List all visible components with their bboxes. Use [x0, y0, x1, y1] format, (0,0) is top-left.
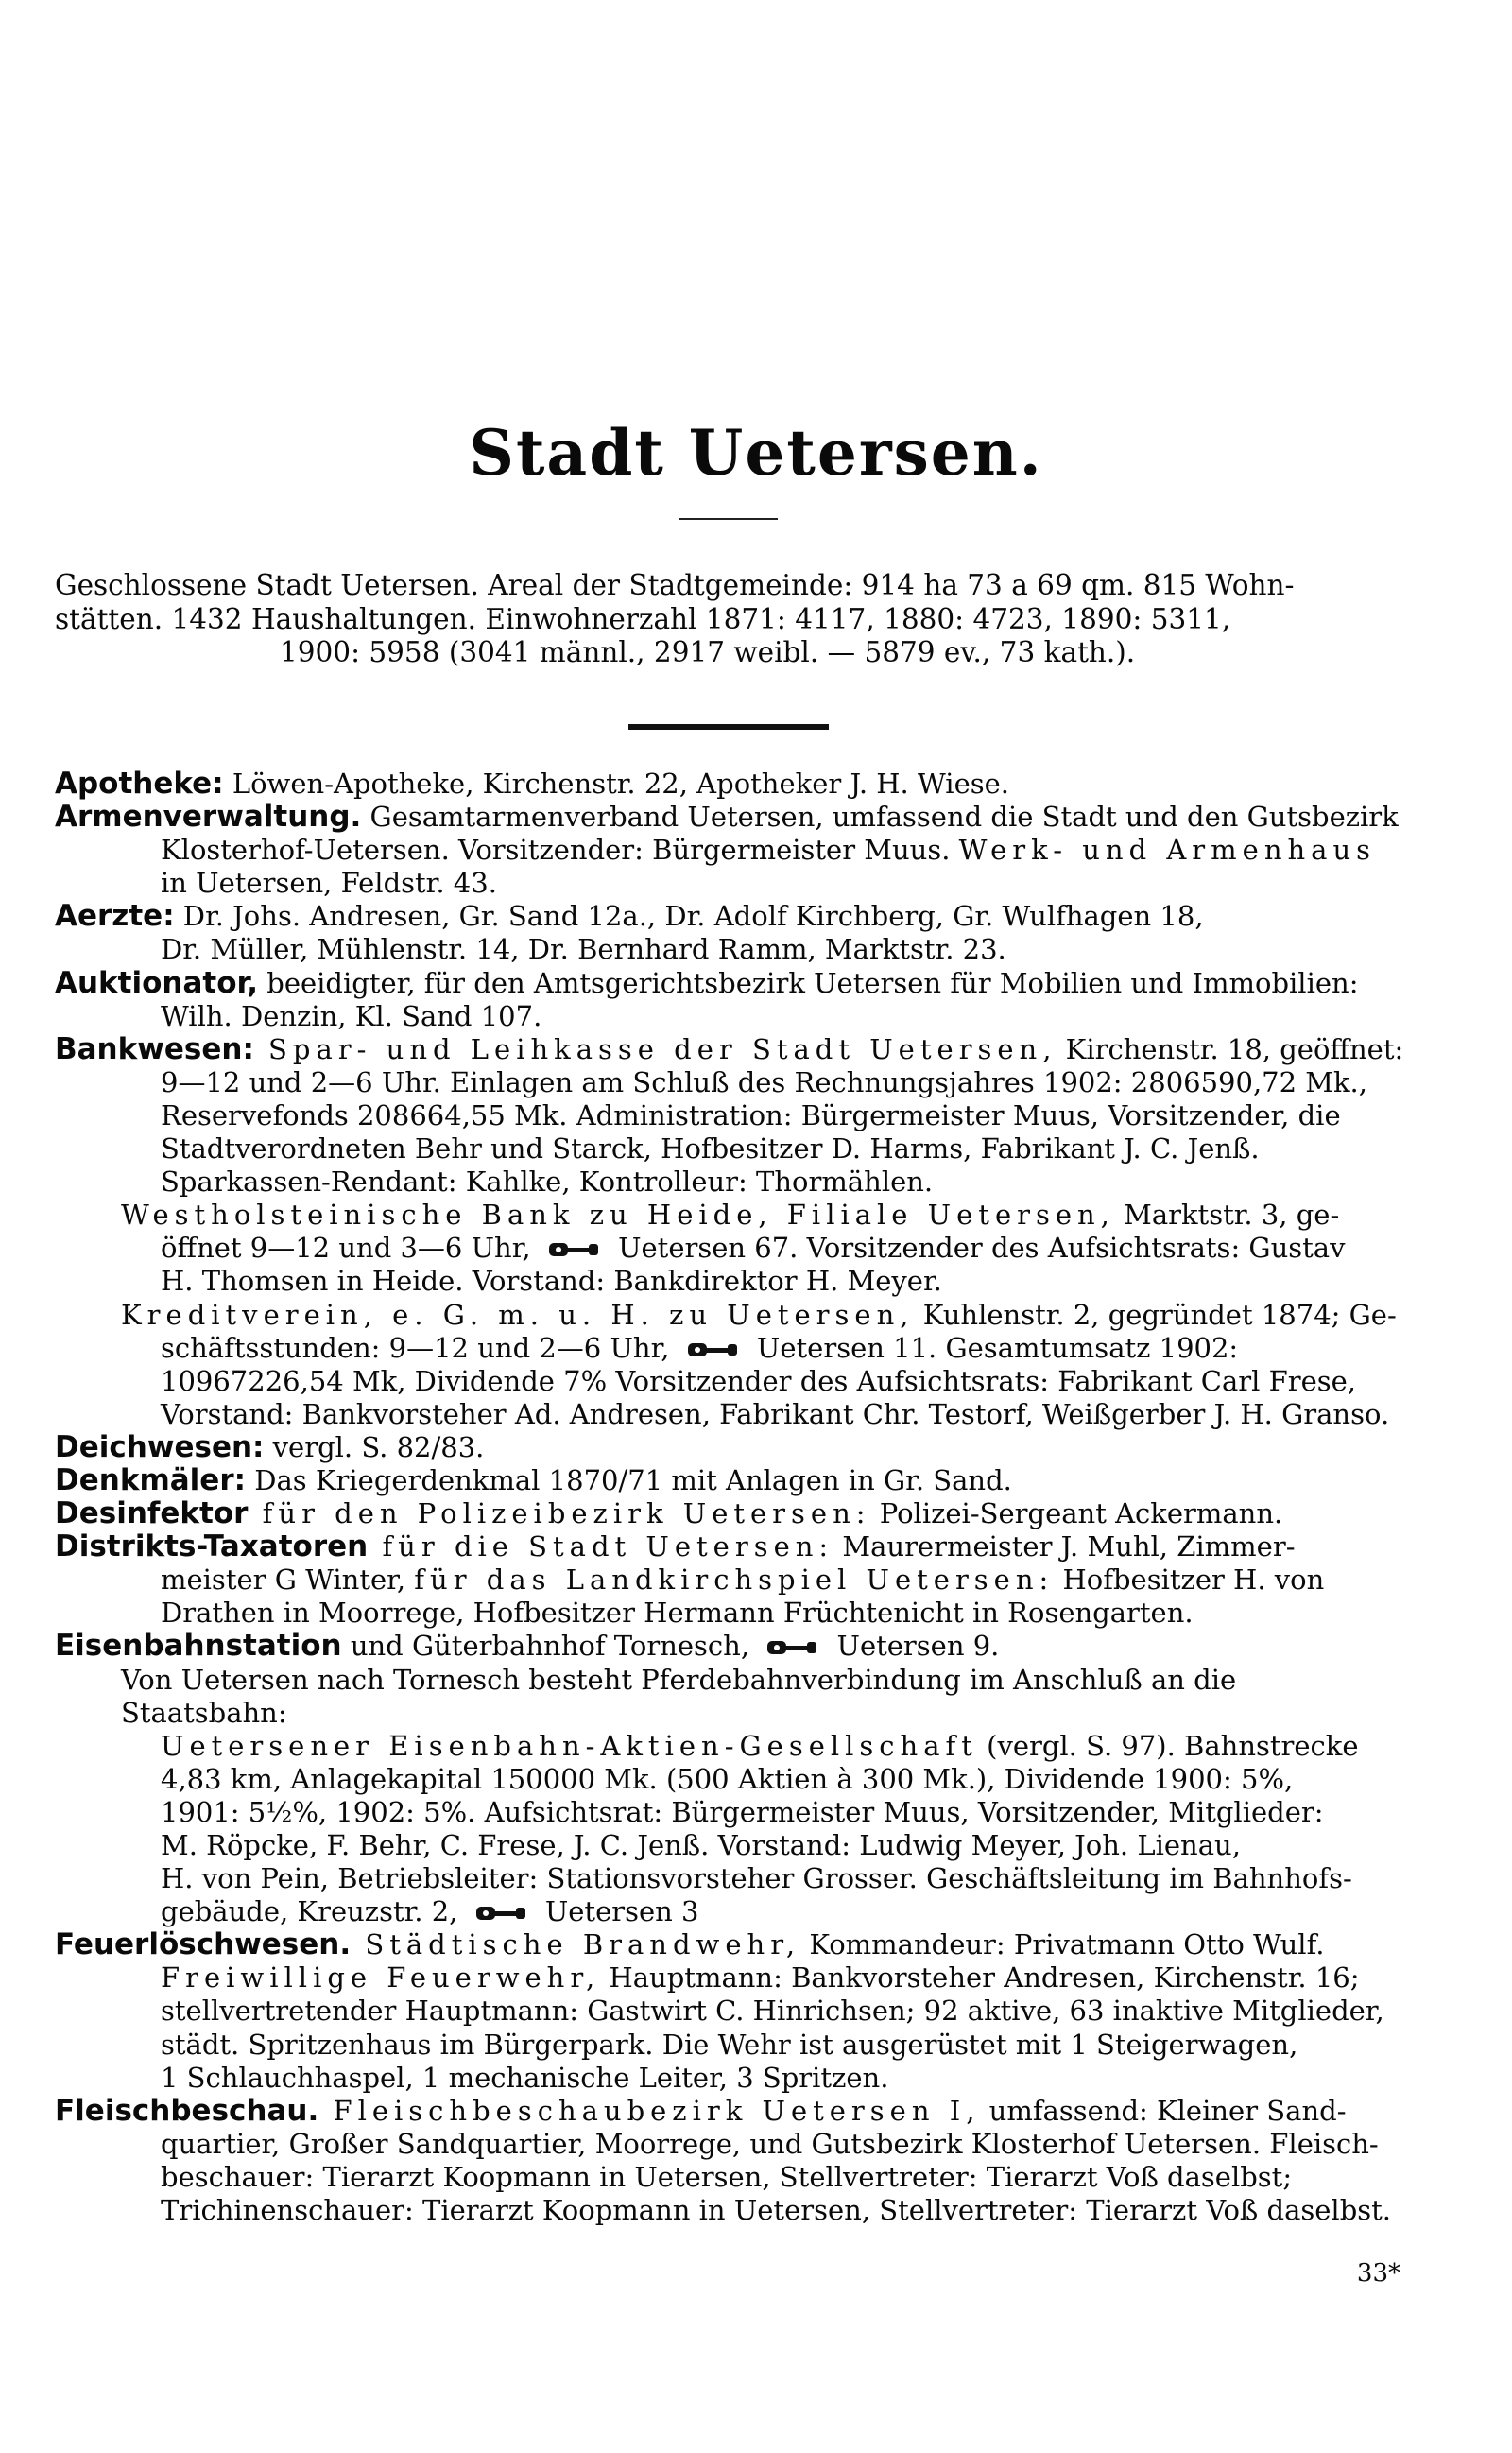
entry-spaced-text: Spar- und Leihkasse der Stadt Uetersen, — [253, 1032, 1057, 1065]
entry-text: meister G Winter, — [161, 1563, 415, 1597]
entry-continuation — [55, 1961, 1406, 1995]
entry-continuation: Stadtverordneten Behr und Starck, Hofbesitzer D. Harms, Fabrikant J. C. Jenß. — [161, 1132, 1260, 1166]
page-title: Stadt Uetersen. — [469, 416, 1043, 490]
entry-keyword: Bankwesen: — [55, 1031, 254, 1066]
entry-continuation: 1 Schlauchhaspel, 1 mechanische Leiter, 3 Spritzen. — [161, 2061, 889, 2094]
entry-text: vergl. S. 82/83. — [264, 1430, 485, 1463]
entry-fleischbeschau — [55, 2095, 1406, 2128]
telephone-icon — [547, 1240, 602, 1259]
directory-body — [55, 768, 1406, 2227]
entry-deichwesen — [55, 1431, 1406, 1464]
entry-keyword: Aerzte: — [55, 899, 175, 934]
entry-continuation: städt. Spritzenhaus im Bürgerpark. Die Wehr ist ausgerüstet mit 1 Steigerwagen, — [161, 2028, 1298, 2061]
title-divider — [679, 518, 778, 520]
entry-continuation: Trichinenschauer: Tierarzt Koopmann in Uetersen, Stellvertreter: Tierarzt Voß daselbst. — [161, 2194, 1392, 2227]
entry-continuation: M. Röpcke, F. Behr, C. Frese, J. C. Jenß. Vorstand: Ludwig Meyer, Joh. Lienau, — [161, 1829, 1241, 1861]
entry-text: Löwen-Apotheke, Kirchenstr. 22, Apotheker J. H. Wiese. — [223, 768, 1009, 800]
intro-line: stätten. 1432 Haushaltungen. Einwohnerzahl 1871: 4117, 1880: 4723, 1890: 5311, — [55, 602, 1231, 635]
entry-text: (vergl. S. 97). Bahnstrecke — [977, 1729, 1359, 1762]
entry-spaced-text: Freiwillige Feuerwehr, — [161, 1961, 601, 1995]
entry-keyword: Fleischbeschau. — [55, 2093, 319, 2128]
entry-text: schäftsstunden: 9—12 und 2—6 Uhr, — [161, 1331, 670, 1364]
entry-continuation — [55, 1232, 1406, 1265]
entry-spaced-text: für die Stadt Uetersen: — [368, 1530, 834, 1563]
entry-armenverwaltung — [55, 801, 1406, 834]
entry-text: und Güterbahnhof Tornesch, — [341, 1630, 750, 1663]
entry-spaced-text: Fleischbeschaubezirk Uetersen I, — [318, 2094, 981, 2127]
entry-eisenbahnstation — [55, 1630, 1406, 1663]
entry-keyword: Deichwesen: — [55, 1429, 265, 1464]
entry-aerzte — [55, 900, 1406, 933]
entry-text: Kirchenstr. 18, geöffnet: — [1057, 1032, 1404, 1065]
entry-spaced-text: Städtische Brandwehr, — [351, 1928, 801, 1961]
entry-continuation: Drathen in Moorrege, Hofbesitzer Hermann Früchtenicht in Rosengarten. — [161, 1597, 1194, 1630]
entry-subsection — [55, 1199, 1406, 1232]
entry-continuation: Sparkassen-Rendant: Kahlke, Kontrolleur: Thormählen. — [161, 1166, 934, 1199]
entry-spaced-text: für das Landkirchspiel Uetersen: — [414, 1563, 1055, 1597]
entry-keyword: Desinfektor — [55, 1496, 249, 1531]
entry-text: Polizei-Sergeant Ackermann. — [870, 1497, 1283, 1530]
entry-text: umfassend: Kleiner Sand- — [980, 2094, 1347, 2127]
entry-subsection — [55, 1299, 1406, 1332]
entry-continuation: quartier, Großer Sandquartier, Moorrege, und Gutsbezirk Klosterhof Uetersen. Fleisch- — [161, 2127, 1379, 2160]
entry-auktionator — [55, 967, 1406, 1000]
entry-continuation — [55, 1563, 1406, 1597]
telephone-icon — [474, 1904, 529, 1923]
entry-text: Das Kriegerdenkmal 1870/71 mit Anlagen in Gr. Sand. — [246, 1463, 1012, 1496]
entry-spaced-text: Werk- und Armenhaus — [958, 834, 1377, 867]
entry-keyword: Apotheke: — [55, 767, 224, 801]
entry-spaced-text: Uetersener Eisenbahn-Aktien-Gesellschaft — [161, 1729, 978, 1762]
entry-text: Kommandeur: Privatmann Otto Wulf. — [800, 1928, 1325, 1961]
entry-text: Uetersen 3 — [544, 1895, 699, 1928]
intro-line: 1900: 5958 (3041 männl., 2917 weibl. — 5879 ev., 73 kath.). — [280, 636, 1136, 668]
entry-bankwesen — [55, 1033, 1406, 1066]
entry-continuation: H. von Pein, Betriebsleiter: Stationsvorsteher Grosser. Geschäftsleitung im Bahnhofs- — [161, 1862, 1352, 1895]
section-divider — [628, 724, 829, 730]
entry-continuation: beschauer: Tierarzt Koopmann in Uetersen, Stellvertreter: Tierarzt Voß daselbst; — [161, 2160, 1293, 2193]
entry-desinfektor — [55, 1497, 1406, 1530]
intro-line: Geschlossene Stadt Uetersen. Areal der Stadtgemeinde: 914 ha 73 a 69 qm. 815 Wohn- — [55, 569, 1295, 601]
entry-continuation: stellvertretender Hauptmann: Gastwirt C. Hinrichsen; 92 aktive, 63 inaktive Mitglieder, — [161, 1995, 1384, 2028]
entry-keyword: Feuerlöschwesen. — [55, 1927, 352, 1962]
entry-text: Klosterhof-Uetersen. Vorsitzender: Bürgermeister Muus. — [161, 834, 959, 867]
entry-text: Maurermeister J. Muhl, Zimmer- — [833, 1530, 1296, 1563]
entry-continuation — [55, 1730, 1406, 1763]
entry-text: Dr. Johs. Andresen, Gr. Sand 12a., Dr. Adolf Kirchberg, Gr. Wulfhagen 18, — [174, 900, 1204, 933]
telephone-icon — [765, 1638, 820, 1657]
entry-text: Hauptmann: Bankvorsteher Andresen, Kirchenstr. 16; — [600, 1961, 1360, 1995]
entry-keyword: Auktionator, — [55, 965, 259, 1000]
entry-continuation: 10967226,54 Mk, Dividende 7% Vorsitzender des Aufsichtsrats: Fabrikant Carl Frese, — [161, 1364, 1357, 1397]
entry-continuation — [55, 1332, 1406, 1365]
entry-continuation — [55, 834, 1406, 867]
entry-text: Uetersen 67. Vorsitzender des Aufsichtsrats: Gustav — [618, 1232, 1346, 1265]
entry-text: Uetersen 11. Gesamtumsatz 1902: — [756, 1331, 1239, 1364]
entry-text: Kuhlenstr. 2, gegründet 1874; Ge- — [914, 1298, 1397, 1331]
entry-text: Uetersen 9. — [836, 1630, 1000, 1663]
entry-text: öffnet 9—12 und 3—6 Uhr, — [161, 1232, 531, 1265]
entry-spaced-text: für den Polizeibezirk Uetersen: — [248, 1497, 871, 1530]
entry-text: gebäude, Kreuzstr. 2, — [161, 1895, 458, 1928]
telephone-icon — [686, 1340, 741, 1359]
entry-distrikts-taxatoren — [55, 1530, 1406, 1563]
entry-text: Gesamtarmenverband Uetersen, umfassend die Stadt und den Gutsbezirk — [361, 801, 1399, 834]
entry-text: Marktstr. 3, ge- — [1114, 1199, 1340, 1232]
entry-denkmaeler — [55, 1464, 1406, 1497]
page-number: 33* — [1356, 2259, 1400, 2288]
entry-spaced-text: Kreditverein, e. G. m. u. H. zu Uetersen, — [121, 1298, 915, 1331]
entry-text: Hofbesitzer H. von — [1054, 1563, 1325, 1597]
entry-keyword: Denkmäler: — [55, 1462, 246, 1497]
entry-continuation: H. Thomsen in Heide. Vorstand: Bankdirektor H. Meyer. — [161, 1265, 942, 1298]
entry-continuation — [55, 1895, 1406, 1928]
intro-paragraph — [55, 569, 1406, 670]
entry-continuation: Wilh. Denzin, Kl. Sand 107. — [161, 999, 542, 1032]
entry-continuation: in Uetersen, Feldstr. 43. — [161, 867, 497, 900]
entry-text: beeidigter, für den Amtsgerichtsbezirk Uetersen für Mobilien und Immobilien: — [258, 966, 1359, 999]
entry-continuation: Reservefonds 208664,55 Mk. Administration: Bürgermeister Muus, Vorsitzender, die — [161, 1098, 1341, 1131]
entry-keyword: Armenverwaltung. — [55, 800, 362, 835]
entry-continuation: 9—12 und 2—6 Uhr. Einlagen am Schluß des Rechnungsjahres 1902: 2806590,72 Mk., — [161, 1065, 1367, 1098]
entry-continuation: Dr. Müller, Mühlenstr. 14, Dr. Bernhard Ramm, Marktstr. 23. — [161, 933, 1006, 966]
entry-subsection: Von Uetersen nach Tornesch besteht Pferdebahnverbindung im Anschluß an die Staatsbahn: — [121, 1663, 1237, 1729]
entry-keyword: Distrikts-Taxatoren — [55, 1529, 369, 1564]
entry-keyword: Eisenbahnstation — [55, 1629, 342, 1664]
entry-continuation: Vorstand: Bankvorsteher Ad. Andresen, Fabrikant Chr. Testorf, Weißgerber J. H. Granso. — [161, 1397, 1390, 1430]
entry-apotheke — [55, 768, 1406, 801]
entry-spaced-text: Westholsteinische Bank zu Heide, Filiale Uetersen, — [121, 1199, 1115, 1232]
entry-feuerloeschwesen — [55, 1928, 1406, 1961]
entry-continuation: 1901: 5½%, 1902: 5%. Aufsichtsrat: Bürgermeister Muus, Vorsitzender, Mitglieder: — [161, 1795, 1324, 1828]
entry-continuation: 4,83 km, Anlagekapital 150000 Mk. (500 Aktien à 300 Mk.), Dividende 1900: 5%, — [161, 1762, 1294, 1795]
